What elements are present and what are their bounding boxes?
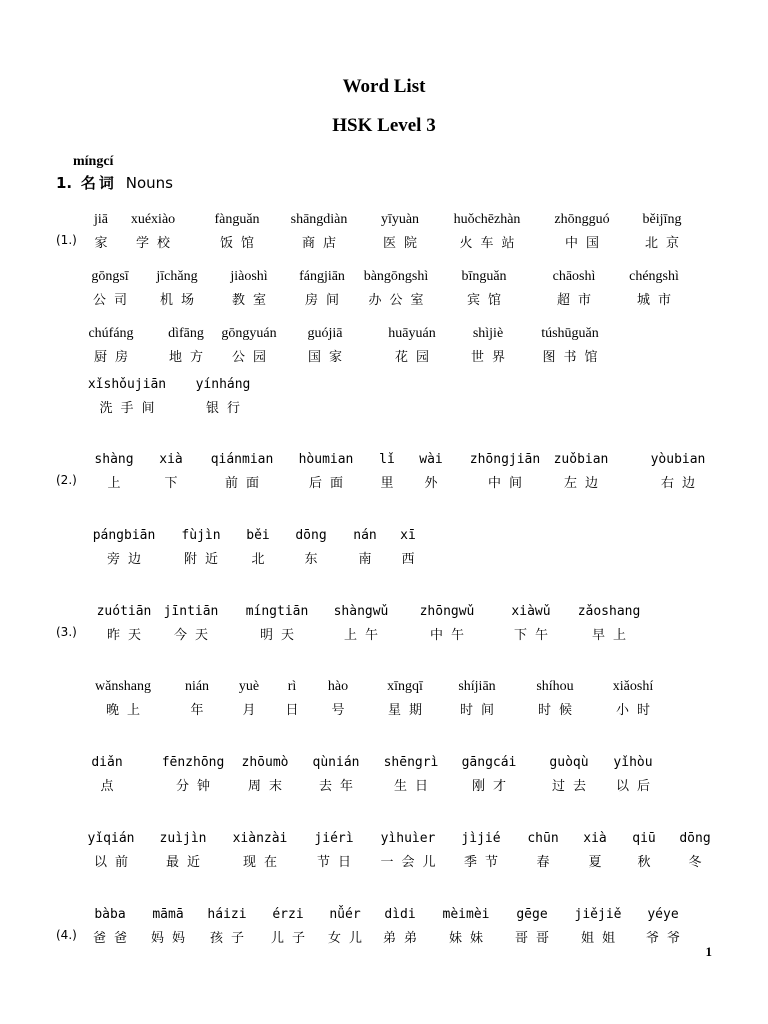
- word-hanzi: 附近: [183, 552, 227, 567]
- word-hanzi: 北京: [644, 236, 688, 251]
- section-chinese: 名词: [80, 174, 117, 192]
- word-pinyin: fángjiān: [299, 269, 345, 284]
- word-hanzi: 年: [190, 703, 212, 718]
- word-hanzi: 下午: [513, 628, 557, 643]
- word-pinyin: xiàwǔ: [511, 604, 551, 619]
- word-hanzi: 节日: [316, 855, 360, 870]
- word-pinyin: wǎnshang: [95, 679, 151, 694]
- word-pinyin: shēngrì: [383, 755, 439, 770]
- word-pinyin: hòumian: [298, 452, 354, 467]
- word-pinyin: nián: [184, 679, 210, 694]
- word-hanzi: 星期: [387, 703, 431, 718]
- word-pinyin: diǎn: [91, 755, 123, 770]
- word-pinyin: shāngdiàn: [290, 212, 348, 227]
- word-hanzi: 上午: [343, 628, 387, 643]
- word-hanzi: 银行: [205, 401, 249, 416]
- word-pinyin: yīyuàn: [380, 212, 420, 227]
- word-hanzi: 冬: [688, 855, 710, 870]
- word-row: [0, 604, 768, 644]
- word-hanzi: 旁边: [106, 552, 150, 567]
- word-pinyin: zuótiān: [96, 604, 152, 619]
- word-hanzi: 月: [242, 703, 264, 718]
- word-hanzi: 一会儿: [380, 855, 444, 870]
- word-pinyin: nán: [353, 528, 377, 543]
- word-row: [0, 452, 768, 492]
- word-pinyin: gōngyuán: [221, 326, 277, 341]
- section-number: 1.: [56, 174, 73, 192]
- word-hanzi: 昨天: [106, 628, 150, 643]
- word-hanzi: 号: [331, 703, 353, 718]
- word-hanzi: 前面: [224, 476, 268, 491]
- word-hanzi: 饭馆: [219, 236, 263, 251]
- word-pinyin: hào: [327, 679, 349, 694]
- word-pinyin: zǎoshang: [577, 604, 641, 619]
- word-hanzi: 去年: [318, 779, 362, 794]
- word-hanzi: 最近: [165, 855, 209, 870]
- word-hanzi: 妹妹: [448, 931, 492, 946]
- word-pinyin: bīnguǎn: [461, 269, 507, 284]
- word-pinyin: zhōngwǔ: [419, 604, 475, 619]
- word-pinyin: rì: [287, 679, 297, 694]
- word-pinyin: gōngsī: [91, 269, 129, 284]
- word-hanzi: 弟弟: [382, 931, 426, 946]
- word-hanzi: 生日: [393, 779, 437, 794]
- word-hanzi: 夏: [588, 855, 610, 870]
- word-hanzi: 女儿: [327, 931, 371, 946]
- word-hanzi: 办公室: [368, 293, 432, 308]
- word-hanzi: 日: [285, 703, 307, 718]
- word-pinyin: míngtiān: [245, 604, 309, 619]
- word-pinyin: qiánmian: [210, 452, 274, 467]
- word-hanzi: 早上: [591, 628, 635, 643]
- word-hanzi: 春: [536, 855, 558, 870]
- word-pinyin: yǐhòu: [613, 755, 653, 770]
- word-pinyin: xīngqī: [387, 679, 423, 694]
- word-hanzi: 东: [304, 552, 326, 567]
- word-pinyin: jiějiě: [574, 907, 622, 922]
- word-pinyin: chúfáng: [88, 326, 134, 341]
- word-pinyin: dìfāng: [168, 326, 204, 341]
- word-hanzi: 厨房: [93, 350, 137, 365]
- word-hanzi: 家: [94, 236, 116, 251]
- word-pinyin: yéye: [647, 907, 679, 922]
- word-pinyin: háizi: [207, 907, 247, 922]
- word-pinyin: māmā: [152, 907, 184, 922]
- word-hanzi: 右边: [660, 476, 704, 491]
- document-subtitle: HSK Level 3: [332, 115, 436, 136]
- word-pinyin: érzi: [272, 907, 304, 922]
- word-hanzi: 过去: [551, 779, 595, 794]
- word-hanzi: 外: [424, 476, 446, 491]
- word-pinyin: qùnián: [312, 755, 360, 770]
- word-pinyin: yìhuìer: [380, 831, 436, 846]
- word-pinyin: chéngshì: [629, 269, 679, 284]
- word-hanzi: 国家: [307, 350, 351, 365]
- word-hanzi: 时候: [537, 703, 581, 718]
- word-hanzi: 刚才: [471, 779, 515, 794]
- word-hanzi: 火车站: [459, 236, 523, 251]
- word-hanzi: 孩子: [209, 931, 253, 946]
- word-pinyin: jiā: [94, 212, 108, 227]
- word-hanzi: 以前: [93, 855, 137, 870]
- word-pinyin: xià: [159, 452, 183, 467]
- word-hanzi: 世界: [470, 350, 514, 365]
- word-row: [0, 907, 768, 947]
- word-pinyin: xiǎoshí: [612, 679, 654, 694]
- word-hanzi: 图书馆: [542, 350, 606, 365]
- document-title: Word List: [342, 76, 426, 97]
- word-hanzi: 学校: [135, 236, 179, 251]
- word-pinyin: shàng: [94, 452, 134, 467]
- word-hanzi: 现在: [242, 855, 286, 870]
- word-hanzi: 儿子: [270, 931, 314, 946]
- word-hanzi: 机场: [159, 293, 203, 308]
- word-hanzi: 点: [100, 779, 122, 794]
- word-hanzi: 小时: [615, 703, 659, 718]
- word-hanzi: 房间: [304, 293, 348, 308]
- word-row: [0, 212, 768, 252]
- word-pinyin: shàngwǔ: [333, 604, 389, 619]
- word-hanzi: 地方: [168, 350, 212, 365]
- word-pinyin: xī: [400, 528, 416, 543]
- row-label: (4.): [56, 928, 77, 942]
- word-pinyin: yínháng: [195, 377, 251, 392]
- word-pinyin: fùjìn: [181, 528, 221, 543]
- word-hanzi: 超市: [556, 293, 600, 308]
- word-hanzi: 爸爸: [92, 931, 136, 946]
- row-label: (2.): [56, 473, 77, 487]
- word-hanzi: 秋: [637, 855, 659, 870]
- word-hanzi: 明天: [259, 628, 303, 643]
- word-pinyin: guòqù: [549, 755, 589, 770]
- word-row: [0, 377, 768, 417]
- word-pinyin: huāyuán: [388, 326, 436, 341]
- word-pinyin: dōng: [295, 528, 327, 543]
- section-pinyin: míngcí: [73, 154, 114, 169]
- word-hanzi: 医院: [382, 236, 426, 251]
- word-hanzi: 今天: [173, 628, 217, 643]
- word-pinyin: dìdi: [384, 907, 416, 922]
- word-pinyin: běi: [246, 528, 270, 543]
- word-hanzi: 分钟: [175, 779, 219, 794]
- word-pinyin: zuǒbian: [553, 452, 609, 467]
- word-hanzi: 爷爷: [645, 931, 689, 946]
- word-hanzi: 晚上: [105, 703, 149, 718]
- word-pinyin: yǐqián: [87, 831, 135, 846]
- word-pinyin: zhōngguó: [554, 212, 610, 227]
- word-pinyin: gēge: [516, 907, 548, 922]
- word-pinyin: lǐ: [379, 452, 395, 467]
- word-pinyin: shìjiè: [472, 326, 504, 341]
- word-hanzi: 北: [251, 552, 273, 567]
- word-pinyin: huǒchēzhàn: [453, 212, 521, 227]
- word-pinyin: zuìjìn: [159, 831, 207, 846]
- word-pinyin: fēnzhōng: [161, 755, 225, 770]
- word-pinyin: pángbiān: [92, 528, 156, 543]
- word-hanzi: 商店: [301, 236, 345, 251]
- word-hanzi: 哥哥: [514, 931, 558, 946]
- word-hanzi: 后面: [308, 476, 352, 491]
- row-label: (1.): [56, 233, 77, 247]
- word-row: [0, 528, 768, 568]
- word-pinyin: yòubian: [650, 452, 706, 467]
- word-pinyin: wài: [419, 452, 443, 467]
- word-row: [0, 831, 768, 871]
- word-hanzi: 左边: [563, 476, 607, 491]
- word-hanzi: 公园: [231, 350, 275, 365]
- word-hanzi: 南: [358, 552, 380, 567]
- word-hanzi: 上: [107, 476, 129, 491]
- word-hanzi: 城市: [636, 293, 680, 308]
- word-row: [0, 326, 768, 366]
- word-hanzi: 花园: [394, 350, 438, 365]
- word-pinyin: bàngōngshì: [363, 269, 429, 284]
- word-pinyin: bàba: [94, 907, 126, 922]
- word-hanzi: 中间: [487, 476, 531, 491]
- word-row: [0, 755, 768, 795]
- word-pinyin: yuè: [238, 679, 260, 694]
- word-pinyin: fànguǎn: [214, 212, 260, 227]
- word-hanzi: 以后: [615, 779, 659, 794]
- word-pinyin: zhōumò: [241, 755, 289, 770]
- word-pinyin: guójiā: [307, 326, 343, 341]
- word-pinyin: jīchǎng: [156, 269, 198, 284]
- word-pinyin: zhōngjiān: [469, 452, 541, 467]
- word-hanzi: 妈妈: [150, 931, 194, 946]
- word-pinyin: běijīng: [642, 212, 682, 227]
- word-pinyin: túshūguǎn: [541, 326, 599, 341]
- word-pinyin: xià: [583, 831, 607, 846]
- page-number: 1: [705, 944, 712, 959]
- word-hanzi: 教室: [231, 293, 275, 308]
- word-hanzi: 里: [380, 476, 402, 491]
- word-pinyin: mèimèi: [442, 907, 490, 922]
- word-pinyin: jìjié: [461, 831, 501, 846]
- word-pinyin: gāngcái: [461, 755, 517, 770]
- word-pinyin: shíhou: [536, 679, 574, 694]
- word-pinyin: chāoshì: [552, 269, 596, 284]
- word-row: [0, 679, 768, 719]
- row-label: (3.): [56, 625, 77, 639]
- word-hanzi: 周末: [247, 779, 291, 794]
- word-pinyin: jīntiān: [163, 604, 219, 619]
- word-hanzi: 中国: [564, 236, 608, 251]
- word-pinyin: dōng: [679, 831, 711, 846]
- word-pinyin: xǐshǒujiān: [87, 377, 167, 392]
- word-pinyin: qiū: [632, 831, 656, 846]
- word-hanzi: 洗手间: [99, 401, 163, 416]
- word-row: [0, 269, 768, 309]
- word-pinyin: nǚér: [329, 907, 361, 922]
- word-hanzi: 公司: [92, 293, 136, 308]
- word-pinyin: xiànzài: [232, 831, 288, 846]
- word-hanzi: 姐姐: [580, 931, 624, 946]
- word-pinyin: jiérì: [314, 831, 354, 846]
- word-pinyin: shíjiān: [458, 679, 496, 694]
- word-hanzi: 时间: [459, 703, 503, 718]
- word-hanzi: 中午: [429, 628, 473, 643]
- section-english: Nouns: [125, 174, 173, 192]
- word-pinyin: xuéxiào: [130, 212, 176, 227]
- word-hanzi: 下: [164, 476, 186, 491]
- word-pinyin: chūn: [527, 831, 559, 846]
- word-hanzi: 西: [401, 552, 423, 567]
- word-hanzi: 季节: [463, 855, 507, 870]
- word-hanzi: 宾馆: [466, 293, 510, 308]
- word-pinyin: jiàoshì: [230, 269, 268, 284]
